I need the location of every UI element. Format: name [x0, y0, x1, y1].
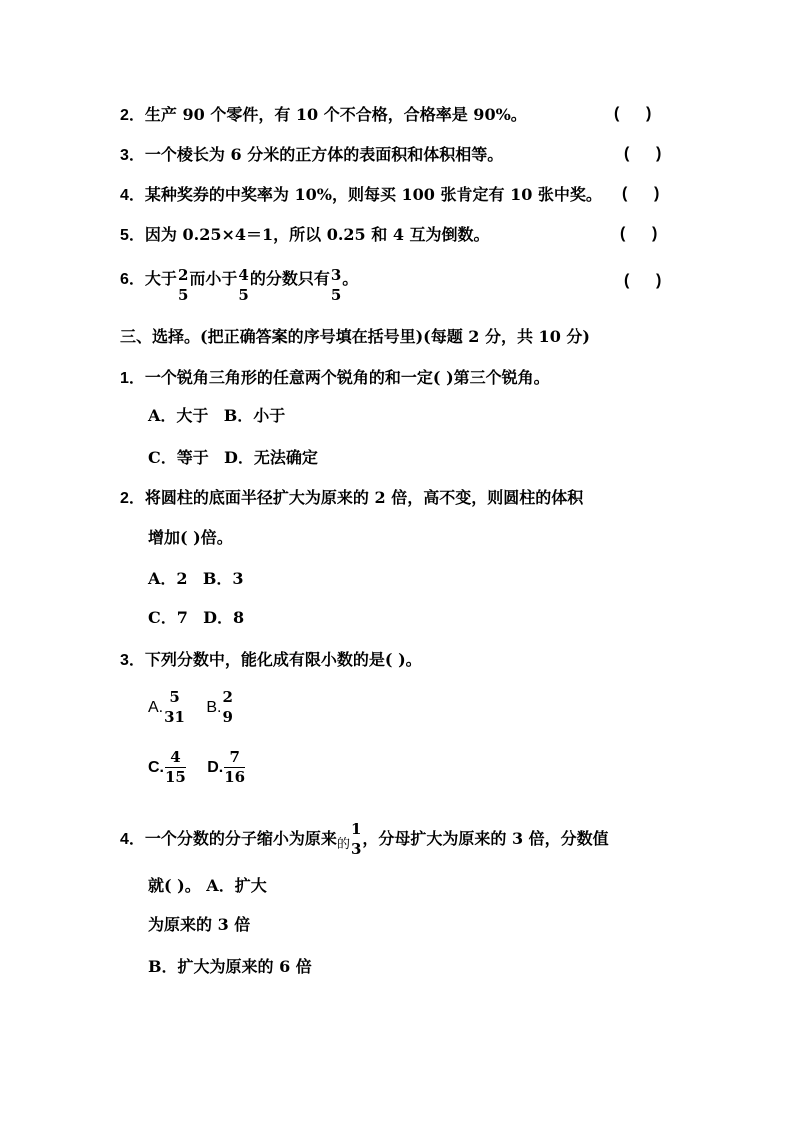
item-text: ，分母扩大为原来的 3 倍，分数值	[362, 829, 609, 848]
item-number: 4	[120, 187, 129, 204]
answer-paren-2[interactable]: ( )	[614, 105, 652, 122]
item-text-continued: 增加( )倍。	[148, 528, 233, 547]
answer-paren-3[interactable]: ( )	[624, 145, 662, 162]
item-text: 的分数只有	[249, 269, 330, 288]
option-a[interactable]: A．2	[148, 569, 188, 588]
option-a[interactable]	[148, 688, 186, 726]
numerator: 2	[177, 266, 189, 284]
answer-paren-4[interactable]: ( )	[622, 185, 660, 202]
option-c[interactable]: C．7	[148, 608, 188, 627]
option-b[interactable]: B．扩大为原来的 6 倍	[148, 957, 312, 976]
denominator: 5	[177, 286, 189, 304]
denominator: 16	[224, 768, 246, 786]
option-d[interactable]: D．无法确定	[224, 448, 318, 467]
item-number: 2	[120, 107, 129, 124]
option-row	[148, 406, 285, 426]
option-a[interactable]: A．大于	[148, 406, 209, 425]
option-row	[148, 750, 246, 785]
choice-question-4	[120, 822, 609, 857]
item-text: 生产 90 个零件，有 10 个不合格，合格率是 90%。	[144, 105, 527, 124]
item-text: 一个棱长为 6 分米的正方体的表面积和体积相等。	[144, 145, 504, 164]
item-number: 4	[120, 831, 129, 848]
choice-question-2	[120, 488, 583, 509]
fraction	[224, 750, 245, 785]
option-row	[148, 690, 234, 725]
numerator: 4	[238, 266, 249, 284]
numerator: 1	[350, 820, 362, 838]
judge-item-5	[120, 225, 490, 246]
option-label: A.	[148, 699, 164, 716]
item-text: 而小于	[189, 269, 238, 288]
item-text: 大于	[144, 269, 177, 288]
item-dot: ．	[128, 147, 145, 164]
item-dot: ．	[128, 187, 145, 204]
item-dot: ．	[128, 490, 145, 507]
item-number: 3	[120, 652, 129, 669]
option-d[interactable]: D．8	[203, 608, 245, 627]
item-number: 5	[120, 227, 129, 244]
judge-item-4	[120, 185, 602, 206]
fraction	[222, 690, 232, 725]
denominator: 5	[238, 286, 249, 304]
item-text: 的	[336, 837, 350, 852]
denominator: 31	[164, 708, 185, 726]
item-text: 某种奖券的中奖率为 10%，则每买 100 张肯定有 10 张中奖。	[144, 185, 602, 204]
denominator: 3	[350, 840, 362, 858]
item-text: 因为 0.25×4＝1，所以 0.25 和 4 互为倒数。	[144, 225, 490, 244]
choice-question-3	[120, 650, 422, 671]
judge-item-6	[120, 262, 359, 304]
item-number: 1	[120, 370, 129, 387]
denominator: 15	[165, 768, 186, 786]
option-b[interactable]	[206, 688, 234, 726]
numerator: 2	[222, 688, 233, 706]
answer-paren-6[interactable]: ( )	[624, 272, 662, 289]
fraction	[164, 690, 185, 725]
choice-question-1	[120, 368, 550, 389]
option-label: B.	[206, 699, 222, 716]
item-dot: ．	[128, 107, 145, 124]
item-dot: ．	[128, 652, 145, 669]
item-dot: ．	[128, 831, 145, 848]
denominator: 5	[330, 286, 342, 304]
option-label: D.	[207, 759, 224, 776]
item-text: 下列分数中，能化成有限小数的是( )。	[144, 650, 422, 669]
item-text-continued: 为原来的 3 倍	[148, 915, 251, 934]
option-b[interactable]: B．3	[202, 569, 244, 588]
item-text: 一个锐角三角形的任意两个锐角的和一定( )第三个锐角。	[144, 368, 550, 387]
option-c[interactable]: C．等于	[148, 448, 209, 467]
fraction-1-3	[351, 822, 361, 857]
item-number: 3	[120, 147, 129, 164]
item-dot: ．	[128, 227, 145, 244]
item-text: 将圆柱的底面半径扩大为原来的 2 倍，高不变，则圆柱的体积	[144, 488, 584, 507]
item-dot: ．	[128, 271, 145, 288]
denominator: 9	[222, 708, 233, 726]
option-row	[148, 569, 244, 589]
item-number: 2	[120, 490, 129, 507]
numerator: 4	[170, 748, 181, 766]
fraction-2-5	[178, 268, 188, 303]
item-text: 。	[342, 269, 359, 288]
section-title: 三、选择。(把正确答案的序号填在括号里)(每题 2 分，共 10 分)	[120, 327, 590, 346]
fraction-4-5	[238, 268, 248, 303]
numerator: 5	[169, 688, 180, 706]
numerator: 3	[330, 266, 342, 284]
item-text: 一个分数的分子缩小为原来	[144, 829, 337, 848]
option-d[interactable]	[207, 748, 246, 786]
answer-paren-5[interactable]: ( )	[620, 225, 658, 242]
judge-item-2	[120, 105, 527, 126]
judge-item-3	[120, 145, 503, 166]
option-row	[148, 608, 244, 628]
item-dot: ．	[128, 370, 145, 387]
fraction	[165, 750, 186, 785]
fraction-3-5	[331, 268, 341, 303]
option-b[interactable]: B．小于	[223, 406, 286, 425]
option-row	[148, 448, 318, 468]
item-text-continued: 就( )。 A．扩大	[148, 876, 267, 895]
option-label: C.	[148, 759, 164, 776]
item-number: 6	[120, 271, 129, 288]
option-c[interactable]	[148, 748, 187, 786]
numerator: 7	[229, 748, 240, 766]
